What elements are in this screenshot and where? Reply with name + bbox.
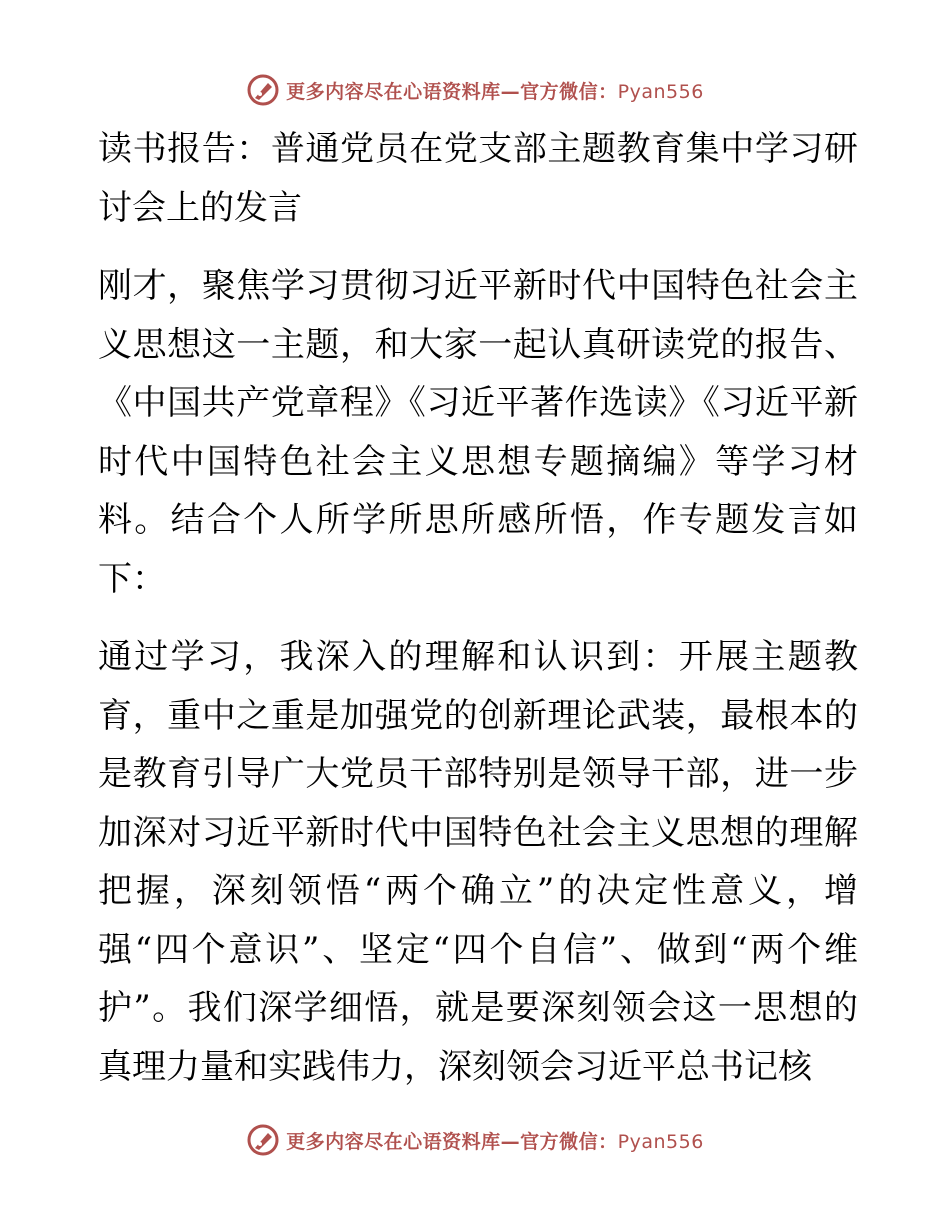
footer-watermark-banner: [0, 1120, 950, 1160]
banner-text: [286, 77, 704, 104]
document-body: [98, 120, 858, 1096]
pen-nib-logo-icon: [246, 73, 280, 107]
banner-slogan: 更多内容尽在心语资料库—官方微信：: [286, 80, 618, 103]
banner-wechat-id: Pyan556: [617, 80, 704, 103]
header-watermark-banner: [0, 70, 950, 110]
pen-nib-logo-icon: [246, 1123, 280, 1157]
paragraph-2: 通过学习，我深入的理解和认识到：开展主题教育，重中之重是加强党的创新理论武装，最根本的是教育引导广大党员干部特别是领导干部，进一步加深对习近平新时代中国特色社会主义思想的理解把握，深刻领悟“两个确立”的决定性意义，增强“四个意识”、坚定“四个自信”、做到“两个维护”。我们深学细悟，就是要深刻领会这一思想的真理力量和实践伟力，深刻领会习近平总书记核: [98, 637, 858, 1087]
paragraph-1: 刚才，聚焦学习贯彻习近平新时代中国特色社会主义思想这一主题，和大家一起认真研读党的报告、《中国共产党章程》《习近平著作选读》《习近平新时代中国特色社会主义思想专题摘编》等学习材料。结合个人所学所思所感所悟，作专题发言如下：: [98, 266, 858, 599]
banner-wechat-id: Pyan556: [617, 1130, 704, 1153]
banner-slogan: 更多内容尽在心语资料库—官方微信：: [286, 1130, 618, 1153]
banner-text: [286, 1127, 704, 1154]
document-title: 读书报告：普通党员在党支部主题教育集中学习研讨会上的发言: [98, 129, 858, 228]
